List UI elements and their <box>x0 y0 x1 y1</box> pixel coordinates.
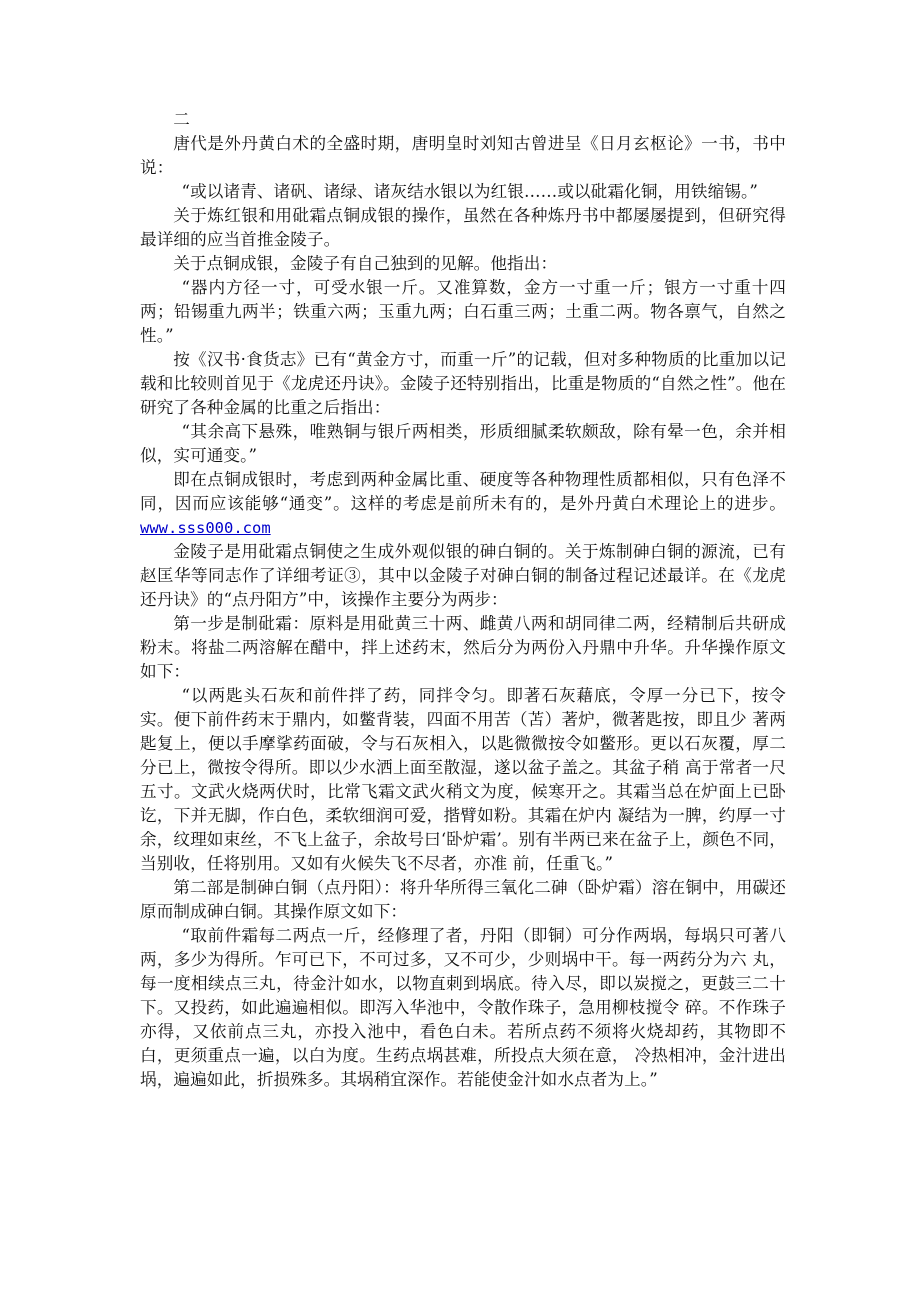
paragraph-6: 金陵子是用砒霜点铜使之生成外观似银的砷白铜的。关于炼制砷白铜的源流，已有赵匡华等同志作了详细考证③，其中以金陵子对砷白铜的制备过程记述最详。在《龙虎还丹诀》的“点丹阳方”中，该操作主要分为两步： <box>140 542 786 609</box>
section-heading: 二 <box>173 110 190 129</box>
paragraph-8: 第二部是制砷白铜（点丹阳）：将升华所得三氧化二砷（卧炉霜）溶在铜中，用碳还原而制成砷白铜。其操作原文如下： <box>140 878 786 921</box>
paragraph-5 <box>140 468 786 540</box>
quote-1: “或以诸青、诸矾、诸绿、诸灰结水银以为红银……或以砒霜化铜，用铁缩锡。” <box>181 182 758 201</box>
website-link[interactable]: www.sss000.com <box>140 519 271 537</box>
quote-5: “取前件霜每二两点一斤，经修理了者，丹阳（即铜）可分作两埚，每埚只可著八两，多少为得所。乍可已下，不可过多，又不可少，少则埚中干。每一两药分为六 丸，每一度相续点三丸，待金汁如水，以物直刺到埚底。待入尽，即以炭搅之，更鼓三二十下。又投药，如此遍遍相似。即泻入华池中，令散作珠子，急用柳枝搅令 碎。不作珠子亦得，又依前点三丸，亦投入池中，看色白未。若所点药不须将火烧却药，其物即不白，更须重点一遍，以白为度。生药点埚甚难，所投点大须在意， 冷热相冲，金汁进出埚，遍遍如此，折损殊多。其埚稍宜深作。若能使金汁如水点者为上。” <box>140 926 786 1089</box>
paragraph-5-text: 即在点铜成银时，考虑到两种金属比重、硬度等各种物理性质都相似，只有色泽不同，因而应该能够“通变”。这样的考虑是前所未有的，是外丹黄白术理论上的进步。 <box>140 470 786 513</box>
paragraph-3: 关于点铜成银，金陵子有自己独到的见解。他指出： <box>173 254 558 273</box>
paragraph-1: 唐代是外丹黄白术的全盛时期，唐明皇时刘知古曾进呈《日月玄枢论》一书，书中说： <box>140 134 786 177</box>
document-page <box>140 108 786 1092</box>
quote-4: “以两匙头石灰和前件拌了药，同拌令匀。即著石灰藉底，令厚一分已下，按令实。便下前件药末于鼎内，如鳖背装，四面不用苦（苫）著炉，微著匙按，即且少 著两匙复上，便以手摩挲药面破，令与石灰相入，以匙微微按令如鳖形。更以石灰覆，厚二分已上，微按令得所。即以少水洒上面至散湿，遂以盆子盖之。其盆子稍 高于常者一尺五寸。文武火烧两伏时，比常飞霜文武火稍文为度，候寒开之。其霜当总在炉面上已卧讫，下并无脚，作白色，柔软细润可爱，揩臂如粉。其霜在炉内 凝结为一脾，约厚一寸余，纹理如束丝，不飞上盆子，余故号曰‘卧炉霜’。别有半两已来在盆子上，颜色不同，当别收，任将别用。又如有火候失飞不尽者，亦准 前，任重飞。” <box>140 686 786 873</box>
paragraph-7: 第一步是制砒霜：原料是用砒黄三十两、雌黄八两和胡同律二两，经精制后共研成粉末。将盐二两溶解在醋中，拌上述药末，然后分为两份入丹鼎中升华。升华操作原文如下： <box>140 614 786 681</box>
paragraph-2: 关于炼红银和用砒霜点铜成银的操作，虽然在各种炼丹书中都屡屡提到，但研究得最详细的应当首推金陵子。 <box>140 206 786 249</box>
quote-2: “器内方径一寸，可受水银一斤。又准算数，金方一寸重一斤；银方一寸重十四两；铅锡重九两半；铁重六两；玉重九两；白石重三两；土重二两。物各禀气，自然之性。” <box>140 278 786 345</box>
quote-3: “其余高下悬殊，唯熟铜与银斤两相类，形质细腻柔软颇敌，除有晕一色，余并相似，实可通变。” <box>140 422 786 465</box>
paragraph-4: 按《汉书·食货志》已有“黄金方寸，而重一斤”的记载，但对多种物质的比重加以记载和比较则首见于《龙虎还丹诀》。金陵子还特别指出，比重是物质的“自然之性”。他在研究了各种金属的比重之后指出： <box>140 350 786 417</box>
